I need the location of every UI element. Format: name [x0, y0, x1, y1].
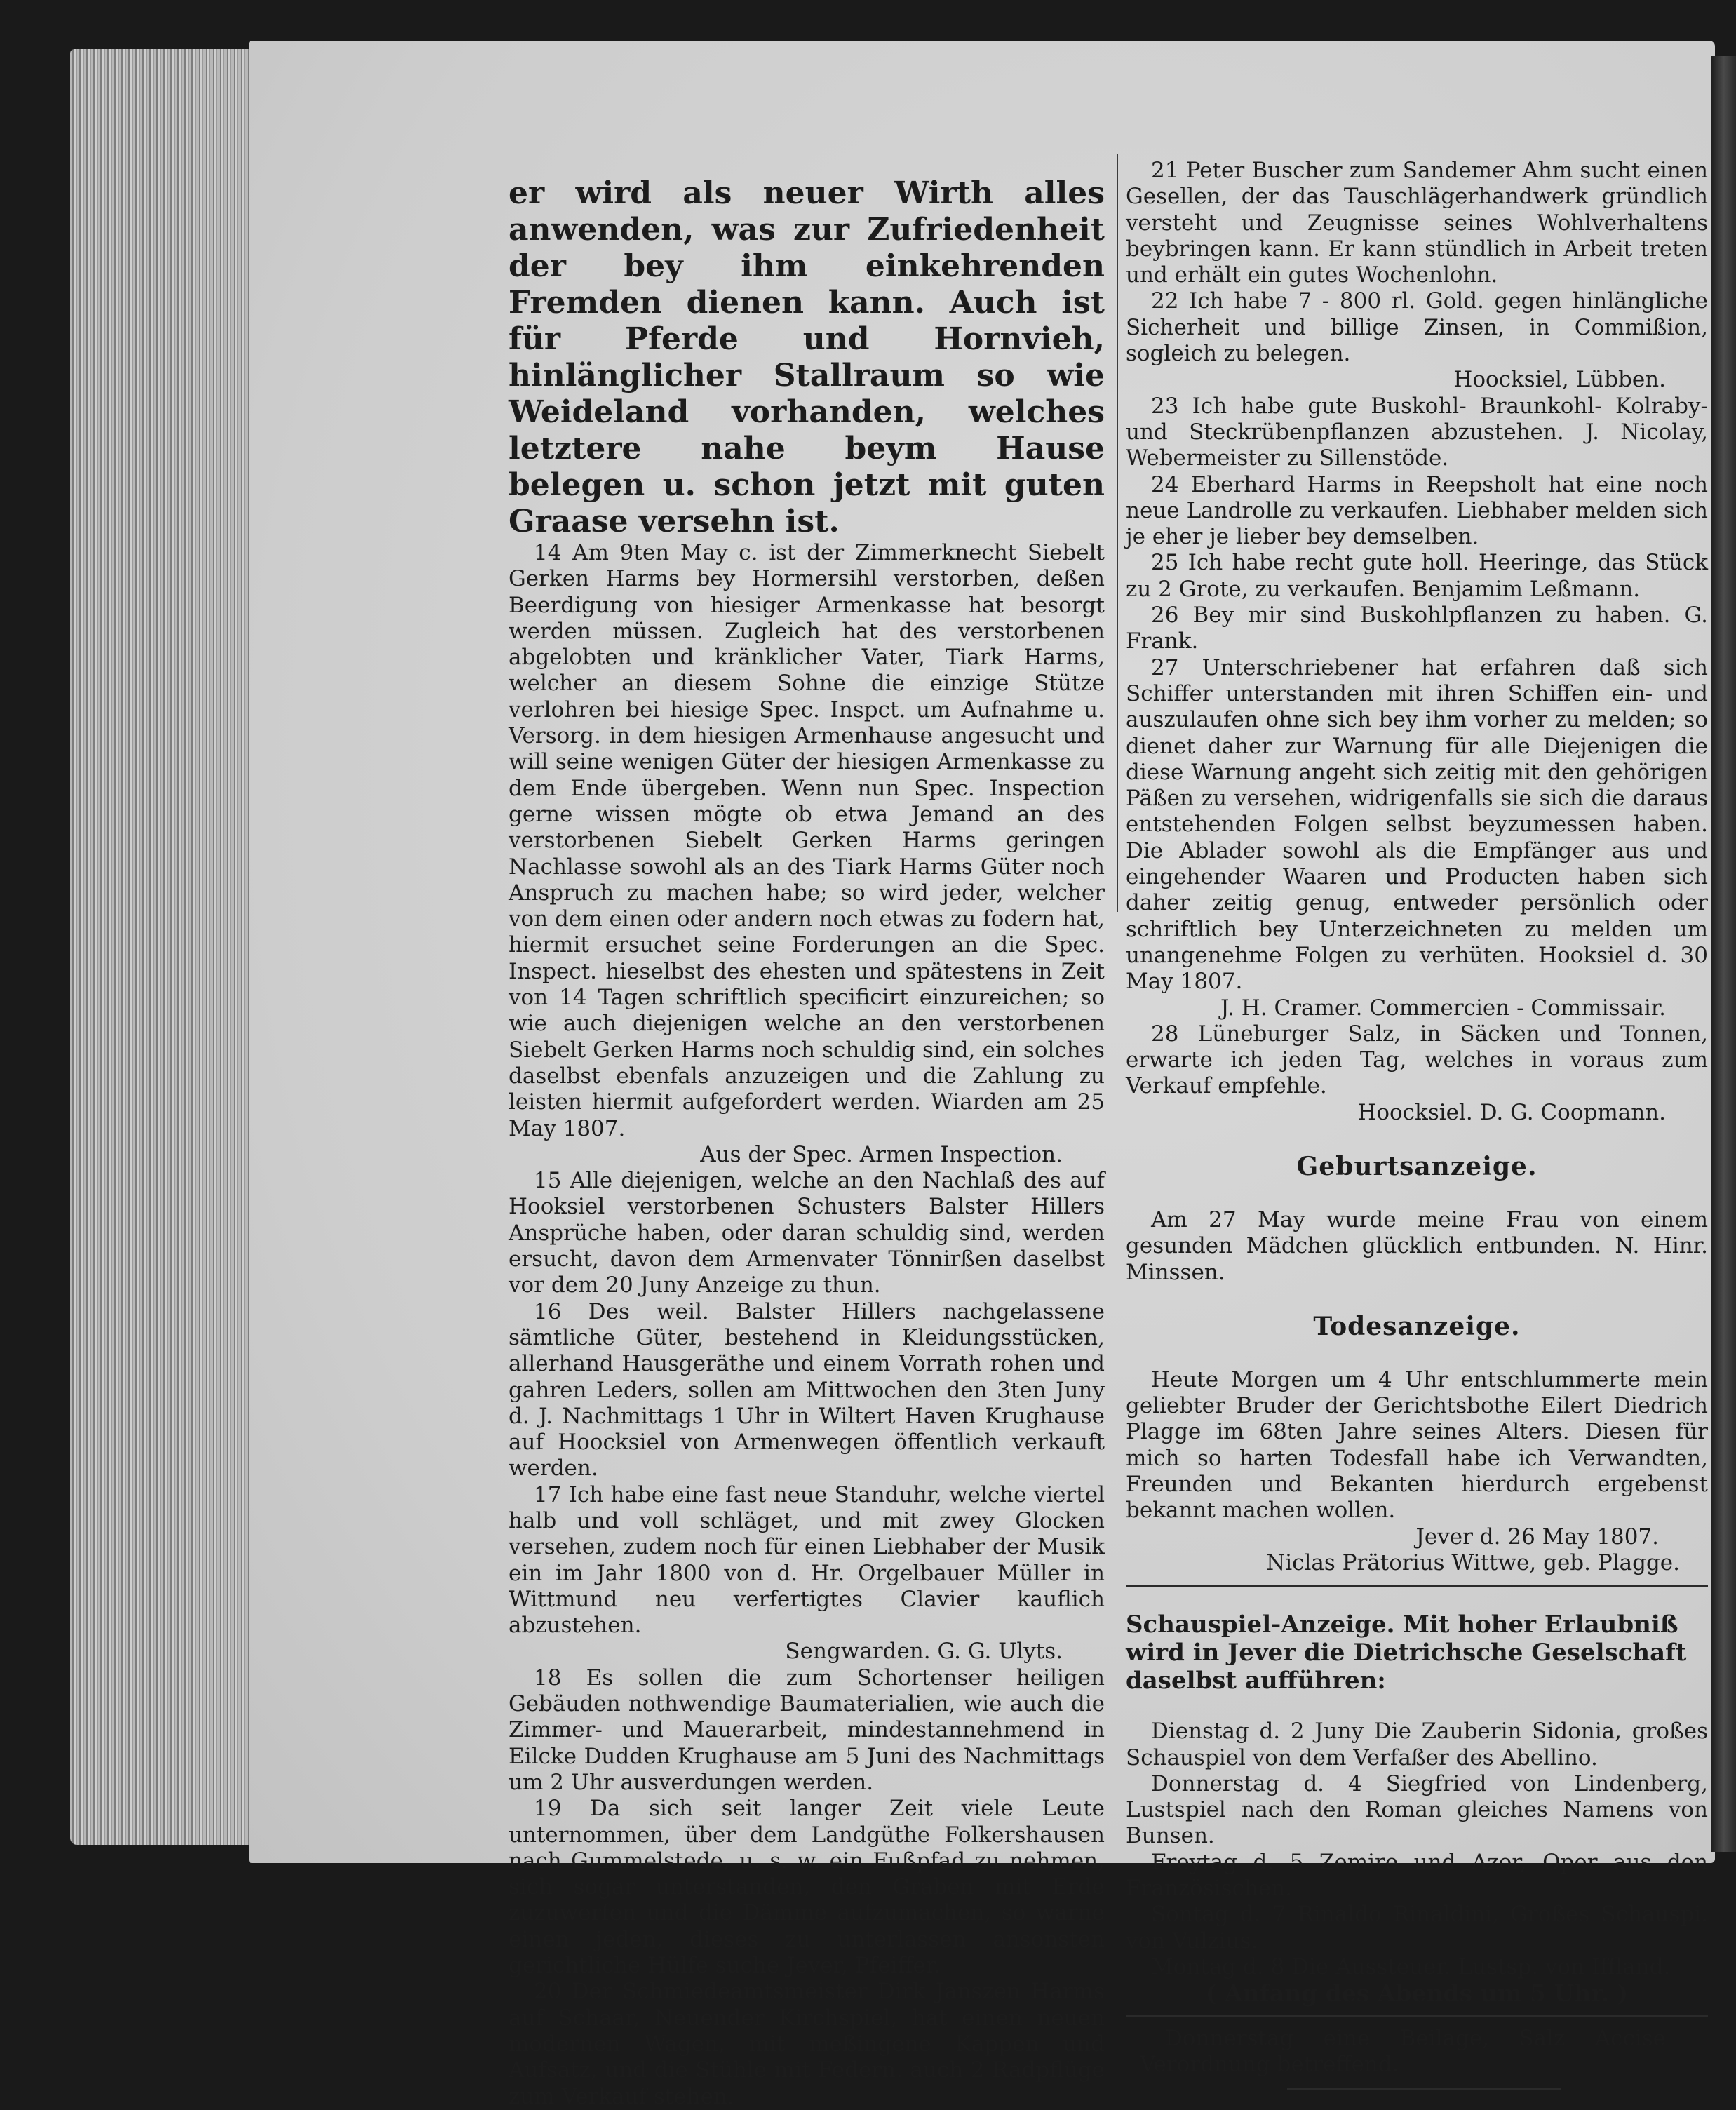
book-binding-edge	[1711, 56, 1736, 1852]
notice-paragraph: 22 Ich habe 7 - 800 rl. Gold. gegen hinlängliche Sicherheit und billige Zinsen, in Commißion, sogleich zu belegen.	[1126, 288, 1708, 367]
death-notice: Heute Morgen um 4 Uhr entschlummerte mein geliebter Bruder der Gerichtsbothe Eilert Diedrich Plagge im 68ten Jahre seines Alters. Diesen für mich so harten Todesfall habe ich Verwandten, Freunden und Bekanten hierdurch ergebenst bekannt machen wollen.	[1126, 1366, 1708, 1524]
section-rule	[1126, 2015, 1708, 2017]
theatre-notice-lead: Schauspiel-Anzeige. Mit hoher Erlaubniß wird in Jever die Dietrichsche Geselschaft daselbst aufführen:	[1126, 1611, 1687, 1695]
notice-signature: Hoocksiel, Lübben.	[1453, 367, 1666, 393]
notice-paragraph: 20 Der Schmiedeamtsmeister Dirk Janszen Harms auf Schaar, Neuender Kirchspiel, hat einen neuen modernen Wagen, mit meßingene Kappen und Aufsatz, und die Stühle mit Federn. auch 2 Radpflüge zum Verkauf stehen.	[509, 1979, 1105, 2109]
notice-paragraph: 16 Des weil. Balster Hillers nachgelassene sämtliche Güter, bestehend in Kleidungsstücken, allerhand Hausgeräthe und einem Vorrath rohen und gahren Leders, sollen am Mittwochen den 3ten Juny d. J. Nachmittags 1 Uhr in Wiltert Haven Krughause auf Hoocksiel von Armenwegen öffentlich verkauft werden.	[509, 1298, 1105, 1481]
death-date: Jever d. 26 May 1807.	[1415, 1524, 1659, 1550]
theatre-performance: Freytag d. 5 Zemire und Azor, Oper aus den Französischen.	[1126, 1849, 1708, 1902]
death-signature: Niclas Prätorius Wittwe, geb. Plagge.	[1266, 1550, 1680, 1575]
theatre-start-time: ( Anfang des Abends um 5 Uhr. )	[1205, 1980, 1629, 2008]
notice-paragraph: 27 Unterschriebener hat erfahren daß sich Schiffer unterstanden mit ihren Schiffen ein- und auszulaufen ohne sich bey ihm vorher zu melden; so dienet daher zur Warnung für alle Diejenigen die diese Warnung angeht sich zeitig mit den gehörigen Päßen zu versehen, widrigenfalls sie sich die daraus entstehenden Folgen selbst beyzumessen haben. Die Ablader sowohl als die Empfänger aus und eingehender Waaren und Producten haben sich daher zeitig genug, entweder persönlich oder schriftlich bey Unterzeichneten zu melden um unangenehme Folgen zu verhüten. Hooksiel d. 30 May 1807.	[1126, 654, 1708, 995]
notice-signature: J. H. Cramer. Commercien - Commissair.	[1220, 995, 1666, 1021]
notice-paragraph: 24 Eberhard Harms in Reepsholt hat eine noch neue Landrolle zu verkaufen. Liebhaber melden sich je eher je lieber bey demselben.	[1126, 471, 1708, 550]
theatre-performance: Montag d. 8 Die Aussteuer. Lustsp. von Iffland.	[1151, 1954, 1671, 1980]
left-column	[509, 175, 1105, 2110]
notice-paragraph: 21 Peter Buscher zum Sandemer Ahm sucht einen Gesellen, der das Tauschlägerhandwerk gründlich versteht und Zeugnisse seines Wohlverhaltens beybringen kann. Er kann stündlich in Arbeit treten und erhält ein gutes Wochenlohn.	[1126, 158, 1708, 288]
notice-signature: Hoocksiel. D. G. Coopmann.	[1357, 1099, 1666, 1125]
theatre-performance: Dienstag d. 2 Juny Die Zauberin Sidonia, großes Schauspiel von dem Verfaßer des Abellino.	[1126, 1719, 1708, 1770]
notice-paragraph: 25 Ich habe recht gute holl. Heeringe, das Stück zu 2 Grote, zu verkaufen. Benjamim Leßmann.	[1126, 550, 1708, 602]
notice-paragraph: 26 Bey mir sind Buskohlpflanzen zu haben. G. Frank.	[1126, 603, 1708, 654]
death-heading: Todesanzeige.	[1313, 1311, 1521, 1341]
birth-heading: Geburtsanzeige.	[1296, 1151, 1537, 1181]
column-divider	[1117, 154, 1118, 912]
end-rule	[1287, 2088, 1561, 2090]
notice-paragraph: 23 Ich habe gute Buskohl- Braunkohl- Kolraby- und Steckrübenpflanzen abzustehen. J. Nicolay, Webermeister zu Sillenstöde.	[1126, 393, 1708, 471]
right-column	[1126, 158, 1708, 2090]
section-rule	[1126, 1585, 1708, 1587]
theatre-performance: Sontag d. 7 Rinaldo Rinaldini, Großes Schauspi. von Vulzius.	[1126, 1902, 1708, 1954]
notice-paragraph: 14 Am 9ten May c. ist der Zimmerknecht Siebelt Gerken Harms bey Hormersihl verstorben, deßen Beerdigung von hiesiger Armenkasse hat besorgt werden müssen. Zugleich hat des verstorbenen abgelobten und kränklicher Vater, Tiark Harms, welcher an diesem Sohne die einzige Stütze verlohren bei hiesige Spec. Inspct. um Aufnahme u. Versorg. in dem hiesigen Armenhause angesucht und will seine wenigen Güter der hiesigen Armenkasse zu dem Ende übergeben. Wenn nun Spec. Inspection gerne wissen mögte ob etwa Jemand an des verstorbenen Siebelt Gerken Harms geringen Nachlasse sowohl als an des Tiark Harms Güter noch Anspruch zu machen habe; so wird jeder, welcher von dem einen oder andern noch etwas zu fodern hat, hiermit ersuchet seine Forderungen an die Spec. Inspect. hieselbst des ehesten und spätestens in Zeit von 14 Tagen schriftlich specificirt einzureichen; so wie auch diejenigen welche an den verstorbenen Siebelt Gerken Harms noch schuldig sind, ein solches daselbst ebenfals anzuzeigen und die Zahlung zu leisten hiermit aufgefordert werden. Wiarden am 25 May 1807.	[509, 540, 1105, 1141]
notice-paragraph: 19 Da sich seit langer Zeit viele Leute unternommen, über dem Landgüthe Folkershausen nach Gummelstede, u. s. w. ein Fußpfad zu nehmen, sich sogar unterstanden, den Graben mit Erde zuzuwerfen und die Dämme aufzumachen, so warne einen jeden, dieses zu unterlassen ansonsten gerichtliche Hülfe suche Jever, Pfeiffer.	[509, 1796, 1105, 1979]
notice-signature: Sengwarden. G. G. Ulyts.	[785, 1639, 1063, 1665]
notice-paragraph: 15 Alle diejenigen, welche an den Nachlaß des auf Hooksiel verstorbenen Schusters Balster Hillers Ansprüche haben, oder daran schuldig sind, werden ersucht, davon dem Armenvater Tönnirßen daselbst vor dem 20 Juny Anzeige zu thun.	[509, 1168, 1105, 1298]
opening-notice: er wird als neuer Wirth alles anwenden, was zur Zufriedenheit der bey ihm einkehrenden Fremden dienen kann. Auch ist für Pferde und Hornvieh, hinlänglicher Stallraum so wie Weideland vorhanden, welches letztere nahe beym Hause belegen u. schon jetzt mit guten Graase versehn ist.	[509, 175, 1105, 539]
notice-signature: Aus der Spec. Armen Inspection.	[700, 1141, 1063, 1167]
birth-notice: Am 27 May wurde meine Frau von einem gesunden Mädchen glücklich entbunden. N. Hinr. Minssen.	[1126, 1207, 1708, 1285]
supplement-note: Donnerstag eine Beilage, Salz Accise Verordnung betreffend.	[1140, 2025, 1666, 2077]
notice-paragraph: 18 Es sollen die zum Schortenser heiligen Gebäuden nothwendige Baumaterialien, wie auch die Zimmer- und Mauerarbeit, mindestannehmend in Eilcke Dudden Krughause am 5 Juni des Nachmittags um 2 Uhr ausverdungen werden.	[509, 1665, 1105, 1795]
notice-paragraph: 28 Lüneburger Salz, in Säcken und Tonnen, erwarte ich jeden Tag, welches in voraus zum Verkauf empfehle.	[1126, 1021, 1708, 1099]
notice-paragraph: 17 Ich habe eine fast neue Standuhr, welche viertel halb und voll schläget, und mit zwey Glocken versehen, zudem noch für einen Liebhaber der Musik ein im Jahr 1800 von d. Hr. Orgelbauer Müller in Wittmund neu verfertigtes Clavier kauflich abzustehen.	[509, 1481, 1105, 1639]
theatre-performance: Donnerstag d. 4 Siegfried von Lindenberg, Lustspiel nach den Roman gleiches Namens von Bunsen.	[1126, 1770, 1708, 1849]
